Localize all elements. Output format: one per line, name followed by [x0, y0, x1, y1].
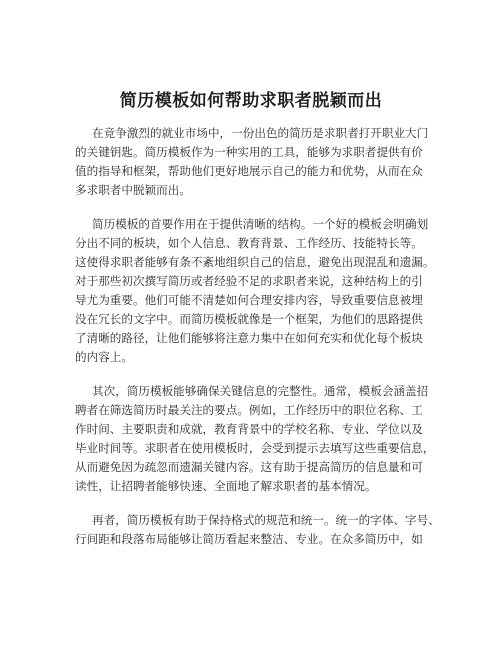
text-line: 聘者在筛选简历时最关注的要点。例如，工作经历中的职位名称、工	[75, 403, 423, 417]
text-line: 读性，让招聘者能够快速、全面地了解求职者的基本情况。	[75, 479, 377, 493]
text-line: 简历模板的首要作用在于提供清晰的结构。一个好的模板会明确划	[92, 217, 429, 231]
text-line: 分出不同的板块，如个人信息、教育背景、工作经历、技能特长等。	[75, 236, 423, 250]
text-line: 的内容上。	[75, 350, 133, 364]
text-line: 值的指导和框架，帮助他们更好地展示自己的能力和优势，从而在众	[75, 164, 423, 178]
text-line: 毕业时间等。求职者在使用模板时，会受到提示去填写这些重要信息，	[75, 441, 435, 455]
text-line: 导尤为重要。他们可能不清楚如何合理安排内容，导致重要信息被埋	[75, 293, 423, 307]
text-line: 作时间、主要职责和成就，教育背景中的学校名称、专业、学位以及	[75, 422, 423, 436]
text-line: 对于那些初次撰写简历或者经验不足的求职者来说，这种结构上的引	[75, 274, 423, 288]
text-line: 在竞争激烈的就业市场中，一份出色的简历是求职者打开职业大门	[92, 126, 429, 140]
text-line: 行间距和段落布局能够让简历看起来整洁、专业。在众多简历中，如	[75, 532, 423, 546]
text-line: 从而避免因为疏忽而遗漏关键内容。这有助于提高简历的信息量和可	[75, 460, 423, 474]
text-line: 其次，简历模板能够确保关键信息的完整性。通常，模板会涵盖招	[92, 384, 429, 398]
text-line: 的关键钥匙。简历模板作为一种实用的工具，能够为求职者提供有价	[75, 145, 423, 159]
text-line: 再者，简历模板有助于保持格式的规范和统一。统一的字体、字号、	[92, 513, 440, 527]
text-line: 这使得求职者能够有条不紊地组织自己的信息，避免出现混乱和遗漏。	[75, 255, 435, 269]
text-line: 多求职者中脱颖而出。	[75, 183, 191, 197]
text-line: 了清晰的路径，让他们能够将注意力集中在如何充实和优化每个板块	[75, 331, 423, 345]
text-line: 没在冗长的文字中。而简历模板就像是一个框架，为他们的思路提供	[75, 312, 423, 326]
document-title: 简历模板如何帮助求职者脱颖而出	[119, 91, 383, 111]
